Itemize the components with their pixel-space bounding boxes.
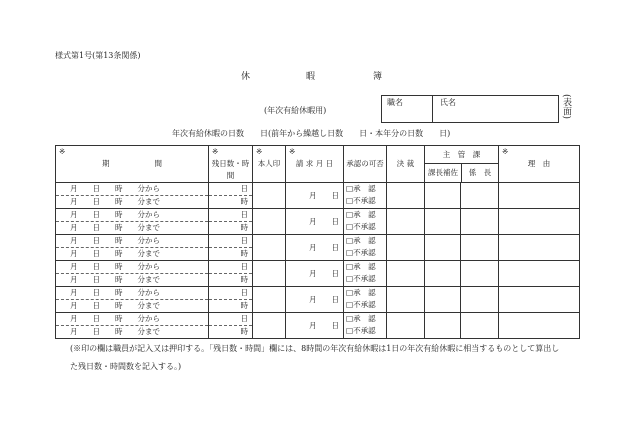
mark-period: ※ [59, 147, 66, 156]
seal-cell[interactable] [253, 287, 286, 313]
section-chief-cell[interactable] [425, 287, 461, 313]
request-month-day: 月 日 [309, 320, 339, 330]
header-manager-dept [425, 146, 499, 183]
section-chief-label: 課長補佐 [425, 164, 462, 182]
request-month-day: 月 日 [309, 216, 339, 226]
section-chief-cell[interactable] [425, 261, 461, 287]
name-box-divider [432, 96, 433, 122]
decision-label: 決 裁 [396, 159, 415, 168]
disapprove-checkbox[interactable]: □不承認 [346, 274, 376, 283]
decision-cell[interactable] [387, 209, 425, 235]
request-month-day: 月 日 [309, 190, 339, 200]
header-seal [253, 146, 286, 183]
remaining-cell[interactable] [209, 183, 253, 209]
leave-table [55, 145, 580, 339]
approve-checkbox[interactable]: □承 認 [346, 262, 376, 271]
decision-cell[interactable] [387, 287, 425, 313]
seal-cell[interactable] [253, 235, 286, 261]
disapprove-checkbox[interactable]: □不承認 [346, 196, 376, 205]
chief-cell[interactable] [461, 235, 499, 261]
request-date-label: 請 求 月 日 [295, 159, 334, 168]
header-period [56, 146, 209, 183]
period-to: 月 日 時 分まで [70, 301, 160, 310]
remaining-days-unit: 日 [209, 313, 252, 326]
title-char-1: 休 [241, 72, 251, 82]
mark-request: ※ [289, 147, 296, 156]
remaining-cell[interactable] [209, 261, 253, 287]
remaining-cell[interactable] [209, 313, 253, 339]
decision-cell[interactable] [387, 183, 425, 209]
approve-checkbox[interactable]: □承 認 [346, 184, 376, 193]
period-label: 期 間 [102, 159, 162, 168]
request-date-cell[interactable] [286, 235, 344, 261]
remaining-cell[interactable] [209, 209, 253, 235]
remaining-days-unit: 日 [209, 209, 252, 222]
approval-cell [344, 261, 387, 287]
title-char-2: 暇 [306, 72, 316, 82]
title-char-3: 簿 [373, 72, 383, 82]
summary-line: 年次有給休暇の日数 日(前年から繰越し日数 日・本年分の日数 日) [172, 129, 451, 138]
decision-cell[interactable] [387, 235, 425, 261]
table-row [56, 235, 580, 261]
table-row [56, 261, 580, 287]
header-remaining [209, 146, 253, 183]
approval-cell [344, 209, 387, 235]
chief-cell[interactable] [461, 313, 499, 339]
name-label: 氏名 [440, 98, 456, 107]
name-box [381, 95, 559, 123]
header-request-date [286, 146, 344, 183]
reason-cell[interactable] [499, 313, 580, 339]
table-header-row [56, 146, 580, 183]
remaining-hours-unit: 時 [240, 275, 248, 284]
approval-cell [344, 235, 387, 261]
seal-label: 本人印 [257, 159, 281, 168]
period-from: 月 日 時 分から [56, 261, 208, 274]
period-to: 月 日 時 分まで [70, 249, 160, 258]
request-date-cell[interactable] [286, 287, 344, 313]
remaining-days-unit: 日 [209, 183, 252, 196]
chief-cell[interactable] [461, 183, 499, 209]
reason-cell[interactable] [499, 235, 580, 261]
period-to: 月 日 時 分まで [70, 197, 160, 206]
reason-cell[interactable] [499, 209, 580, 235]
remaining-hours-unit: 時 [240, 223, 248, 232]
table-row [56, 313, 580, 339]
note-line-2: た残日数・時間数を記入する。) [70, 362, 182, 371]
reason-cell[interactable] [499, 287, 580, 313]
period-from: 月 日 時 分から [56, 183, 208, 196]
reason-cell[interactable] [499, 261, 580, 287]
period-cell[interactable] [56, 235, 209, 261]
request-month-day: 月 日 [309, 294, 339, 304]
position-label: 職名 [387, 98, 403, 107]
approval-cell [344, 287, 387, 313]
period-to: 月 日 時 分まで [70, 275, 160, 284]
approve-checkbox[interactable]: □承 認 [346, 314, 376, 323]
decision-cell[interactable] [387, 313, 425, 339]
approve-checkbox[interactable]: □承 認 [346, 210, 376, 219]
header-reason [499, 146, 580, 183]
table-row [56, 209, 580, 235]
subtitle: (年次有給休暇用) [264, 106, 327, 115]
chief-label: 係 長 [468, 168, 492, 177]
period-cell[interactable] [56, 261, 209, 287]
mark-remaining: ※ [212, 147, 219, 156]
remaining-days-unit: 日 [209, 235, 252, 248]
remaining-days-unit: 日 [209, 261, 252, 274]
period-cell[interactable] [56, 183, 209, 209]
request-date-cell[interactable] [286, 261, 344, 287]
period-from: 月 日 時 分から [56, 235, 208, 248]
approval-label: 承認の可否 [346, 159, 384, 168]
disapprove-checkbox[interactable]: □不承認 [346, 300, 376, 309]
remaining-days-unit: 日 [209, 287, 252, 300]
seal-cell[interactable] [253, 261, 286, 287]
request-date-cell[interactable] [286, 209, 344, 235]
period-from: 月 日 時 分から [56, 209, 208, 222]
remaining-hours-unit: 時 [240, 249, 248, 258]
side-label: (表面) [561, 94, 571, 120]
section-chief-cell[interactable] [425, 209, 461, 235]
request-date-cell[interactable] [286, 183, 344, 209]
approve-checkbox[interactable]: □承 認 [346, 236, 376, 245]
disapprove-checkbox[interactable]: □不承認 [346, 326, 376, 335]
remaining-hours-unit: 時 [240, 197, 248, 206]
mark-seal: ※ [256, 147, 263, 156]
approve-checkbox[interactable]: □承 認 [346, 288, 376, 297]
form-id: 様式第1号(第13条関係) [55, 51, 141, 60]
section-chief-cell[interactable] [425, 313, 461, 339]
chief-cell[interactable] [461, 287, 499, 313]
request-date-cell[interactable] [286, 313, 344, 339]
table-row [56, 287, 580, 313]
chief-cell[interactable] [461, 209, 499, 235]
disapprove-checkbox[interactable]: □不承認 [346, 222, 376, 231]
disapprove-checkbox[interactable]: □不承認 [346, 248, 376, 257]
seal-cell[interactable] [253, 183, 286, 209]
section-chief-cell[interactable] [425, 183, 461, 209]
seal-cell[interactable] [253, 313, 286, 339]
remaining-cell[interactable] [209, 235, 253, 261]
request-month-day: 月 日 [309, 268, 339, 278]
mark-reason: ※ [502, 147, 509, 156]
approval-cell [344, 313, 387, 339]
period-cell[interactable] [56, 313, 209, 339]
chief-cell[interactable] [461, 261, 499, 287]
header-decision [387, 146, 425, 183]
reason-label: 理 由 [527, 159, 551, 168]
note-line-1: (※印の欄は職員が記入又は押印する。「残日数・時間」欄には、8時間の年次有給休暇は1日の年次有給休暇に相当するものとして算出し [70, 344, 560, 353]
remaining-label: 残日数・時間 [211, 159, 250, 180]
period-from: 月 日 時 分から [56, 313, 208, 326]
seal-cell[interactable] [253, 209, 286, 235]
section-chief-cell[interactable] [425, 235, 461, 261]
period-to: 月 日 時 分まで [70, 327, 160, 336]
remaining-cell[interactable] [209, 287, 253, 313]
manager-dept-label: 主 管 課 [425, 146, 498, 164]
period-from: 月 日 時 分から [56, 287, 208, 300]
remaining-hours-unit: 時 [240, 327, 248, 336]
table-row [56, 183, 580, 209]
remaining-hours-unit: 時 [240, 301, 248, 310]
period-cell[interactable] [56, 209, 209, 235]
period-to: 月 日 時 分まで [70, 223, 160, 232]
header-approval [344, 146, 387, 183]
reason-cell[interactable] [499, 183, 580, 209]
period-cell[interactable] [56, 287, 209, 313]
request-month-day: 月 日 [309, 242, 339, 252]
decision-cell[interactable] [387, 261, 425, 287]
approval-cell [344, 183, 387, 209]
